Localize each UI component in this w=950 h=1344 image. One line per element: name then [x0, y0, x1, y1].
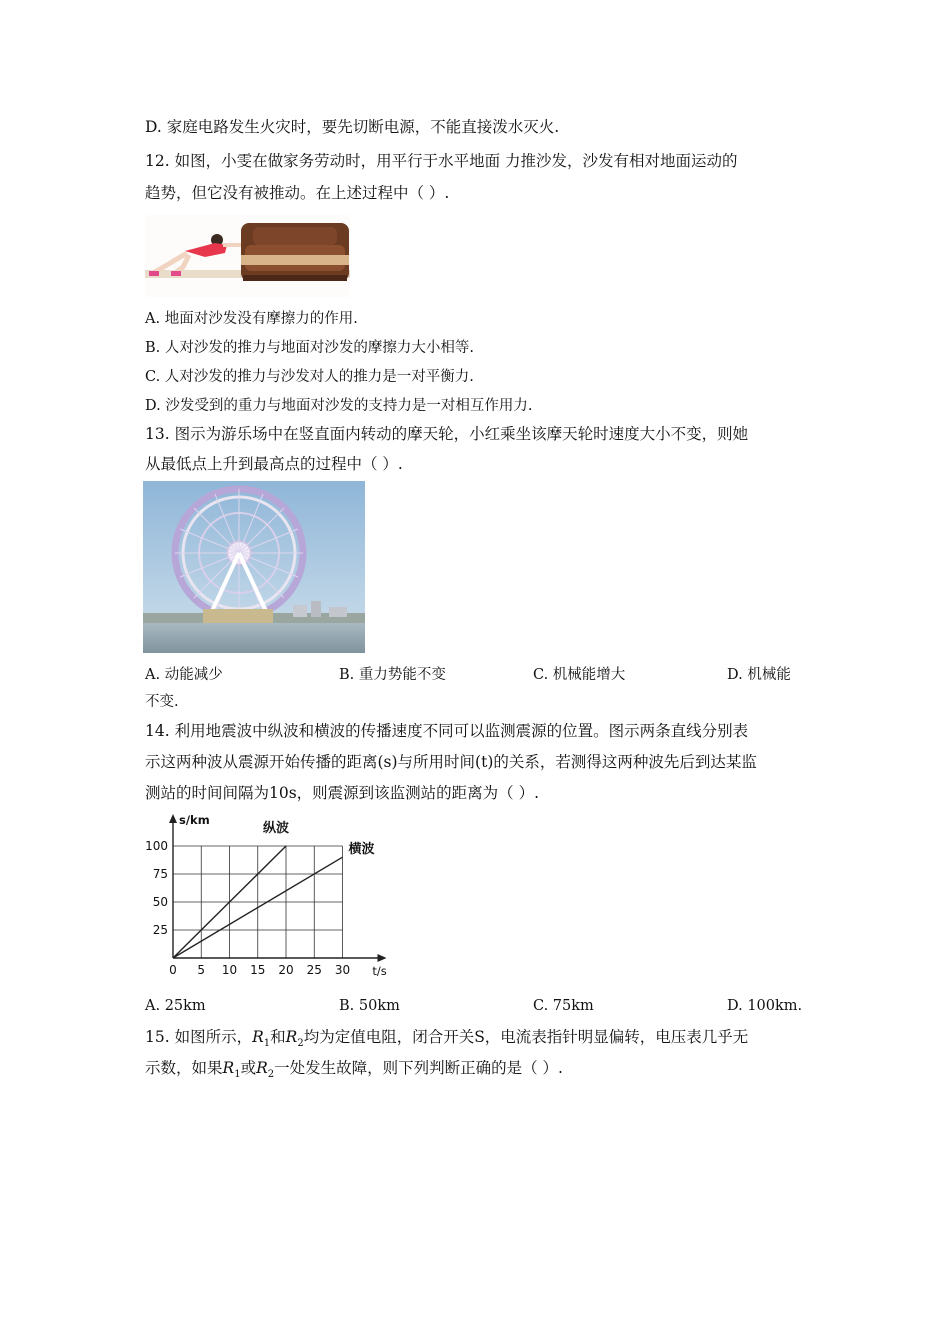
y-tick-label: 100 — [145, 839, 168, 853]
q14-option-c: C. 75km — [533, 998, 594, 1014]
series-label: 横波 — [348, 842, 375, 858]
q13-stem-line1: 13. 图示为游乐场中在竖直面内转动的摩天轮，小红乘坐该摩天轮时速度大小不变，则她 — [145, 425, 749, 443]
q14-stem-line1: 14. 利用地震波中纵波和横波的传播速度不同可以监测震源的位置。图示两条直线分别表 — [145, 722, 749, 740]
x-tick-label: 25 — [306, 963, 322, 977]
r1-subscript: 1 — [263, 1038, 271, 1050]
q12-option-d: D. 沙发受到的重力与地面对沙发的支持力是一对相互作用力. — [145, 398, 533, 414]
q15-stem-line1 — [145, 1026, 748, 1055]
r2-subscript: 2 — [297, 1038, 304, 1050]
q15-line2-part2: 一处发生故障，则下列判断正确的是（ ）. — [274, 1059, 563, 1077]
q12-option-c: C. 人对沙发的推力与沙发对人的推力是一对平衡力. — [145, 369, 474, 385]
q13-option-d: D. 机械能 — [727, 667, 791, 683]
q12-stem-line1: 12. 如图，小雯在做家务劳动时，用平行于水平地面 力推沙发，沙发有相对地面运动的 — [145, 152, 738, 170]
y-tick-label: 25 — [152, 923, 168, 937]
ferris-wheel-image — [143, 481, 365, 653]
q12-stem-line2: 趋势，但它没有被推动。在上述过程中（ ）. — [145, 184, 450, 202]
y-axis-arrow — [169, 814, 177, 823]
q13-option-c: C. 机械能增大 — [533, 667, 626, 683]
q14-option-d: D. 100km. — [727, 998, 803, 1014]
r2-symbol-2: R — [256, 1059, 268, 1077]
y-tick-label: 50 — [152, 895, 168, 909]
x-axis-arrow — [378, 954, 387, 962]
r2-symbol: R — [285, 1028, 298, 1046]
q13-option-d-tail: 不变. — [145, 694, 179, 710]
q12-option-a: A. 地面对沙发没有摩擦力的作用. — [145, 311, 358, 327]
q14-stem-line2: 示这两种波从震源开始传播的距离(s)与所用时间(t)的关系，若测得这两种波先后到达某监 — [145, 753, 757, 771]
x-tick-label: 10 — [221, 963, 238, 977]
q15-stem-line2 — [145, 1057, 563, 1086]
q12-option-b: B. 人对沙发的推力与地面对沙发的摩擦力大小相等. — [145, 340, 474, 356]
wave-chart — [140, 808, 390, 988]
x-axis-label: t/s — [372, 964, 387, 978]
q15-or: 或 — [240, 1059, 257, 1077]
q14-option-a: A. 25km — [145, 998, 206, 1014]
series-label: 纵波 — [262, 821, 290, 836]
q11-option-d: D. 家庭电路发生火灾时，要先切断电源，不能直接泼水灭火. — [145, 118, 560, 136]
q14-option-b: B. 50km — [339, 998, 400, 1014]
x-tick-label: 20 — [278, 963, 294, 977]
x-tick-label: 15 — [250, 963, 266, 977]
r2-subscript-2: 2 — [267, 1069, 275, 1081]
x-tick-label: 30 — [334, 963, 351, 977]
q15-stem-part2: 均为定值电阻，闭合开关S，电流表指针明显偏转，电压表几乎无 — [303, 1028, 749, 1046]
x-tick-label: 0 — [169, 963, 177, 977]
q13-option-a: A. 动能减少 — [145, 667, 223, 683]
q15-and: 和 — [270, 1028, 286, 1046]
x-tick-label: 5 — [197, 963, 206, 977]
r1-symbol: R — [252, 1028, 264, 1046]
r1-symbol-2: R — [222, 1059, 235, 1077]
y-axis-label: s/km — [179, 813, 210, 827]
q15-stem-part1: 15. 如图所示， — [145, 1028, 253, 1046]
y-tick-label: 75 — [152, 867, 168, 881]
q13-option-b: B. 重力势能不变 — [339, 667, 446, 683]
r1-subscript-2: 1 — [234, 1069, 241, 1081]
q14-stem-line3: 测站的时间间隔为10s，则震源到该监测站的距离为（ ）. — [145, 784, 540, 802]
sofa-push-image — [145, 215, 350, 297]
q15-line2-part1: 示数，如果 — [145, 1059, 223, 1077]
q13-stem-line2: 从最低点上升到最高点的过程中（ ）. — [145, 455, 403, 473]
